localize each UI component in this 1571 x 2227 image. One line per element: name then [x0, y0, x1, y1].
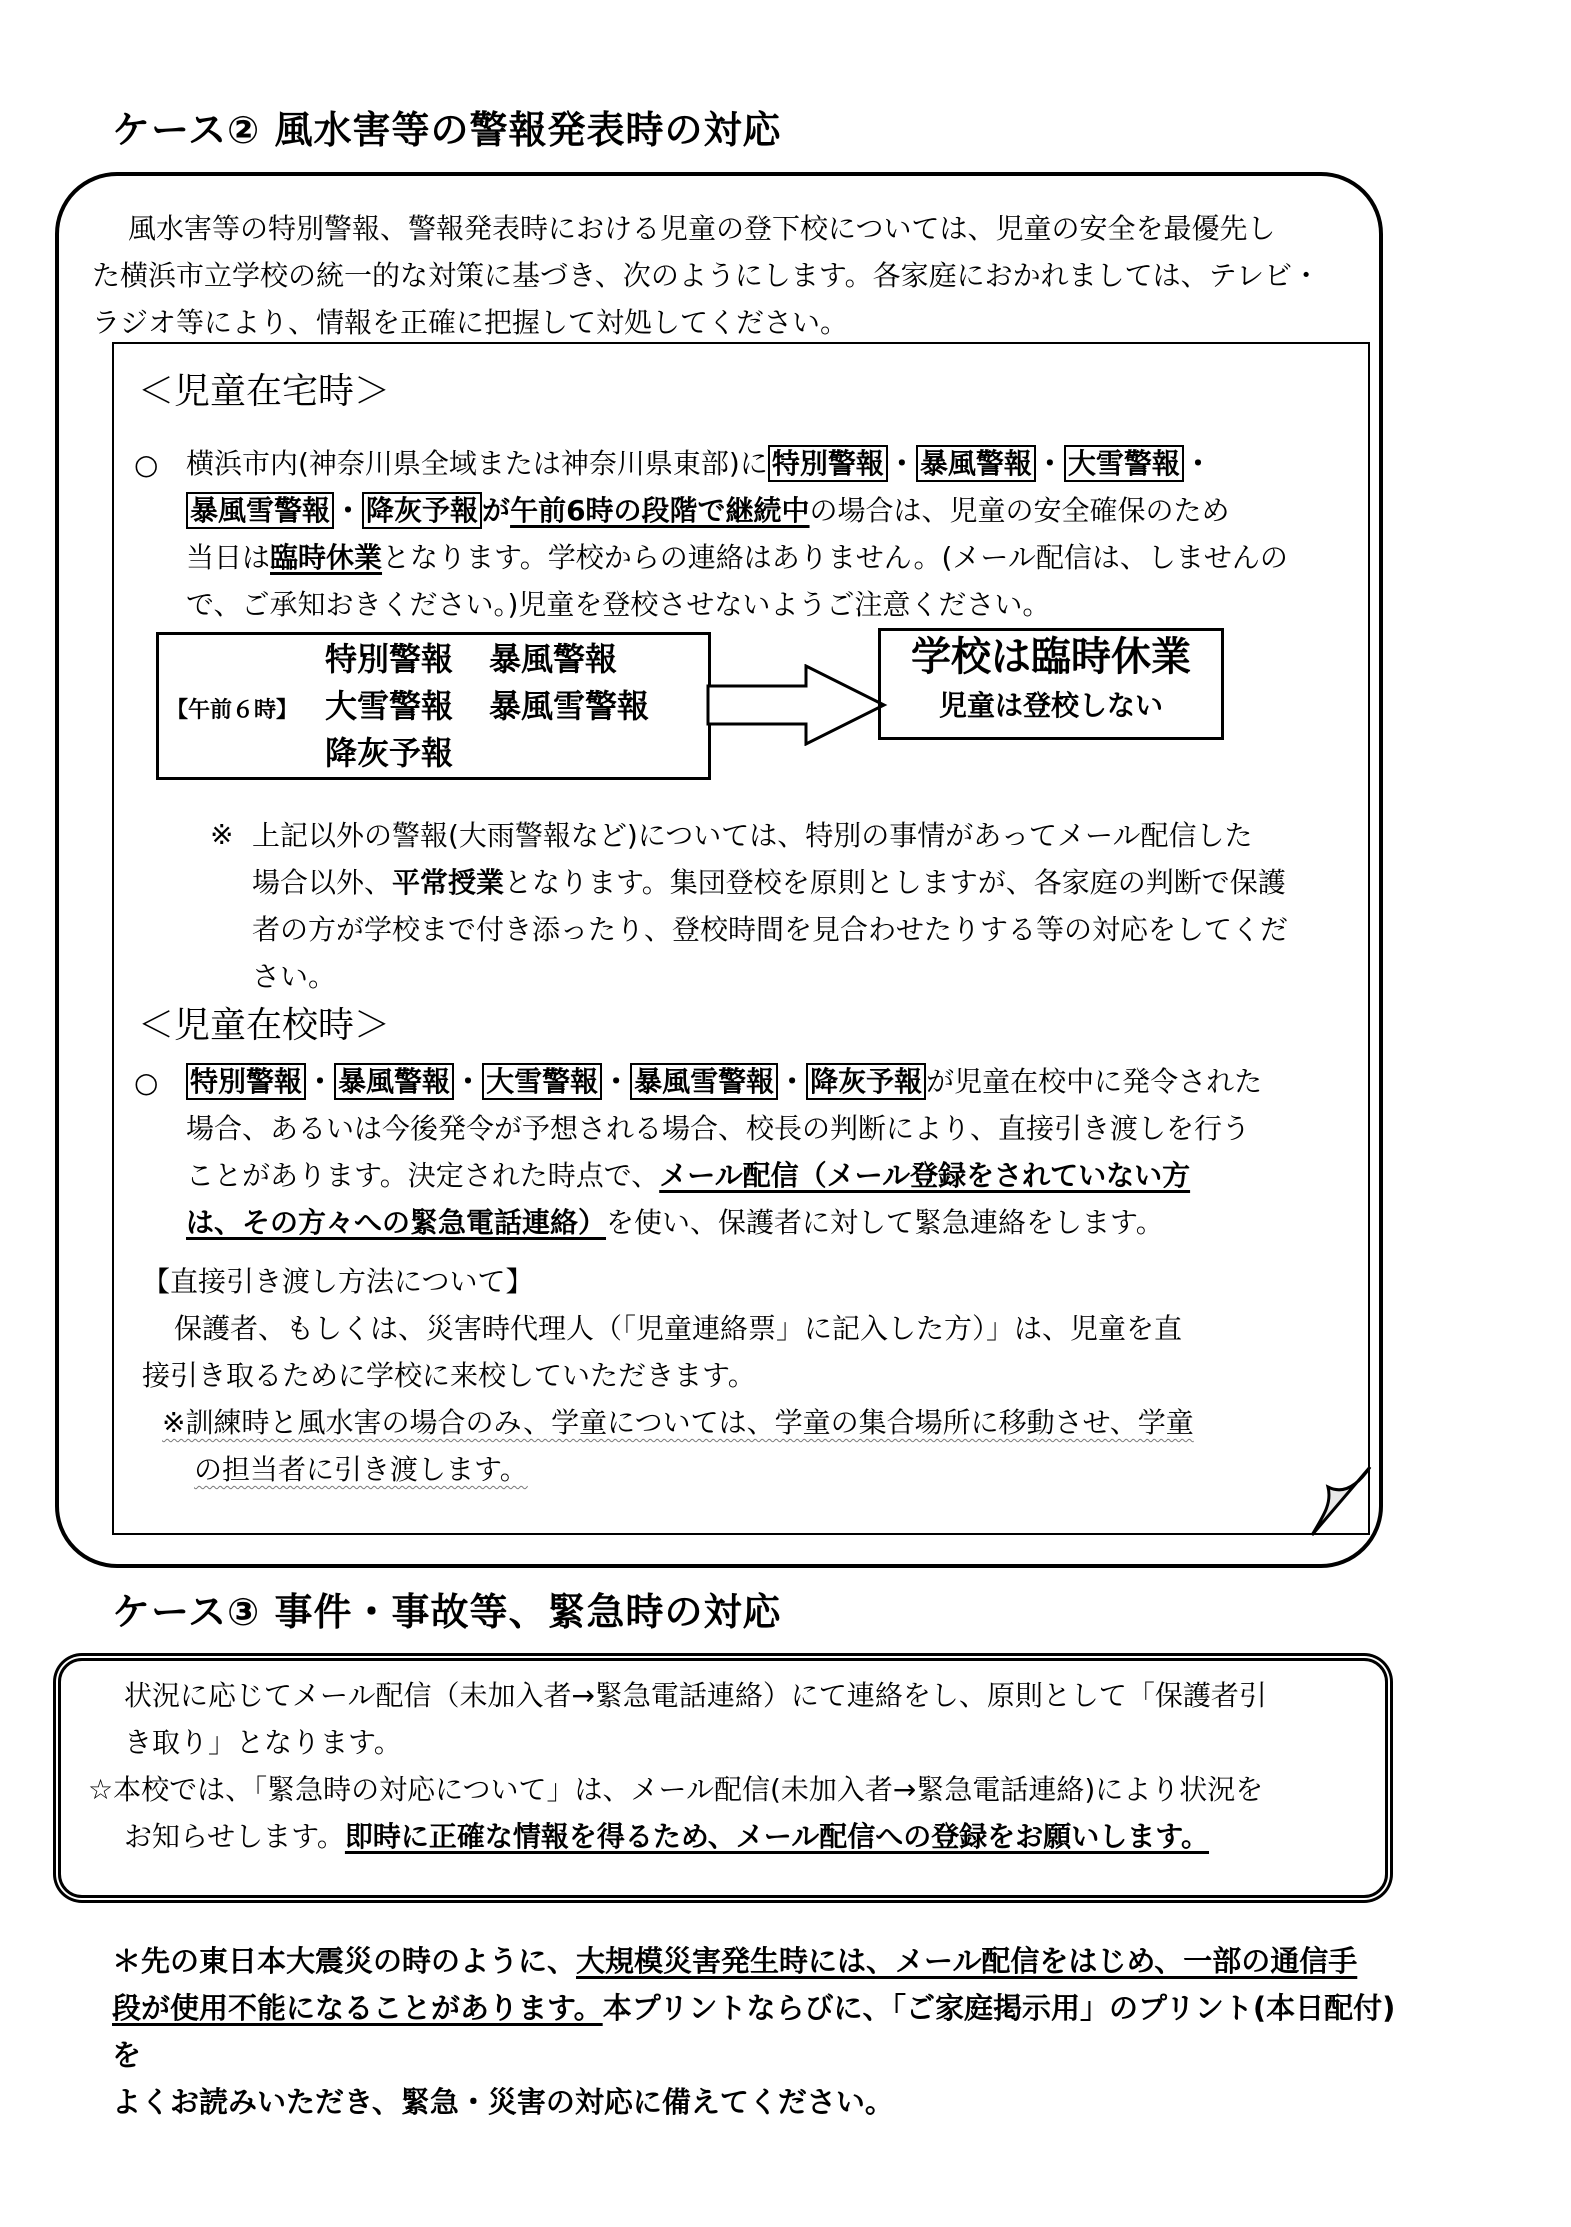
- school-heading: ＜児童在校時＞: [138, 1005, 391, 1046]
- flow-time-label: 【午前６時】: [166, 698, 299, 723]
- footer-note: [112, 1938, 1412, 2126]
- flow-warning-ash: 降灰予報: [325, 734, 454, 772]
- home-line-3: 当日は臨時休業となります。学校からの連絡はありません。(メール配信は、しませんの: [186, 541, 1288, 574]
- school-line-4: は、その方々への緊急電話連絡）を使い、保護者に対して緊急連絡をします。: [186, 1206, 1164, 1239]
- handover-line-3: ※訓練時と風水害の場合のみ、学童については、学童の集合場所に移動させ、学童: [162, 1406, 1194, 1439]
- home-line-1: 横浜市内(神奈川県全域または神奈川県東部)に 特別警報 ・ 暴風警報 ・ 大雪警報 ・: [186, 447, 1212, 480]
- handover-heading: 【直接引き渡し方法について】: [142, 1265, 534, 1298]
- footer-line-1: ＊先の東日本大震災の時のように、大規模災害発生時には、メール配信をはじめ、一部の通信手: [112, 1944, 1358, 1978]
- handover-line-4: の担当者に引き渡します。: [194, 1453, 528, 1486]
- case2-intro-line-2: た横浜市立学校の統一的な対策に基づき、次のようにします。各家庭におかれましては、テレビ・: [92, 259, 1321, 292]
- flow-warning-snowstorm: 暴風雪警報: [489, 687, 650, 725]
- school-paragraph: [186, 1058, 1366, 1246]
- school-line-2: 場合、あるいは今後発令が予想される場合、校長の判断により、直接引き渡しを行う: [186, 1112, 1251, 1145]
- handover-line-2: 接引き取るために学校に来校していただきます。: [142, 1359, 756, 1392]
- flow-warning-special: 特別警報: [325, 640, 454, 678]
- case3-line-1: 状況に応じてメール配信（未加入者→緊急電話連絡）にて連絡をし、原則として「保護者引: [124, 1679, 1267, 1712]
- handover-line-1: 保護者、もしくは、災害時代理人（「児童連絡票」に記入した方）」は、児童を直: [174, 1312, 1183, 1345]
- flow-arrow-icon: [706, 664, 888, 746]
- handover-section: [142, 1258, 1362, 1493]
- home-line-2: 暴風雪警報 ・ 降灰予報 が午前6時の段階で継続中の場合は、児童の安全確保のため: [186, 487, 1366, 534]
- case3-line-4: お知らせします。即時に正確な情報を得るため、メール配信への登録をお願いします。: [124, 1820, 1210, 1853]
- home-heading: ＜児童在宅時＞: [138, 371, 391, 412]
- case3-body: [88, 1672, 1384, 1860]
- home-note-line-3: 者の方が学校まで付き添ったり、登校時間を見合わせたりする等の対応をしてくだ: [252, 913, 1289, 946]
- home-line-4: で、ご承知おきください。)児童を登校させないようご注意ください。: [186, 588, 1051, 621]
- home-note-line-4: さい。: [252, 960, 337, 993]
- flow-warning-list: [325, 636, 649, 777]
- case2-intro: [92, 205, 1382, 346]
- school-bullet: ○: [134, 1066, 159, 1099]
- flow-warning-storm: 暴風警報: [489, 640, 618, 678]
- flow-result-subtitle: 児童は登校しない: [938, 689, 1163, 722]
- home-note-line-1: 上記以外の警報(大雨警報など)については、特別の事情があってメール配信した: [252, 819, 1253, 852]
- case3-line-3: ☆本校では、「緊急時の対応について」は、メール配信(未加入者→緊急電話連絡)により状況を: [88, 1773, 1264, 1806]
- case2-intro-line-1: 風水害等の特別警報、警報発表時における児童の登下校については、児童の安全を最優先し: [128, 212, 1276, 245]
- flow-result-title: 学校は臨時休業: [911, 634, 1191, 680]
- school-line-1: 特別警報 ・ 暴風警報 ・ 大雪警報 ・ 暴風雪警報 ・ 降灰予報 が児童在校中に発令された: [186, 1058, 1366, 1105]
- home-bullet: ○: [134, 448, 159, 481]
- case2-heading: ケース② 風水害等の警報発表時の対応: [112, 108, 782, 152]
- flow-warning-snow: 大雪警報: [325, 687, 454, 725]
- home-paragraph: [186, 440, 1366, 628]
- home-note: [252, 812, 1362, 1000]
- case2-intro-line-3: ラジオ等により、情報を正確に把握して対処してください。: [92, 306, 849, 339]
- footer-line-2: 段が使用不能になることがあります。本プリントならびに、「ご家庭掲示用」のプリント(本日配付)を: [112, 1991, 1396, 2072]
- footer-line-3: よくお読みいただき、緊急・災害の対応に備えてください。: [112, 2085, 894, 2119]
- case3-line-2: き取り」となります。: [124, 1726, 402, 1759]
- case3-heading: ケース③ 事件・事故等、緊急時の対応: [112, 1590, 782, 1634]
- home-note-mark: ※: [210, 818, 234, 851]
- school-line-3: ことがあります。決定された時点で、メール配信（メール登録をされていない方: [186, 1159, 1191, 1192]
- home-note-line-2: 場合以外、平常授業となります。集団登校を原則としますが、各家庭の判断で保護: [252, 866, 1286, 899]
